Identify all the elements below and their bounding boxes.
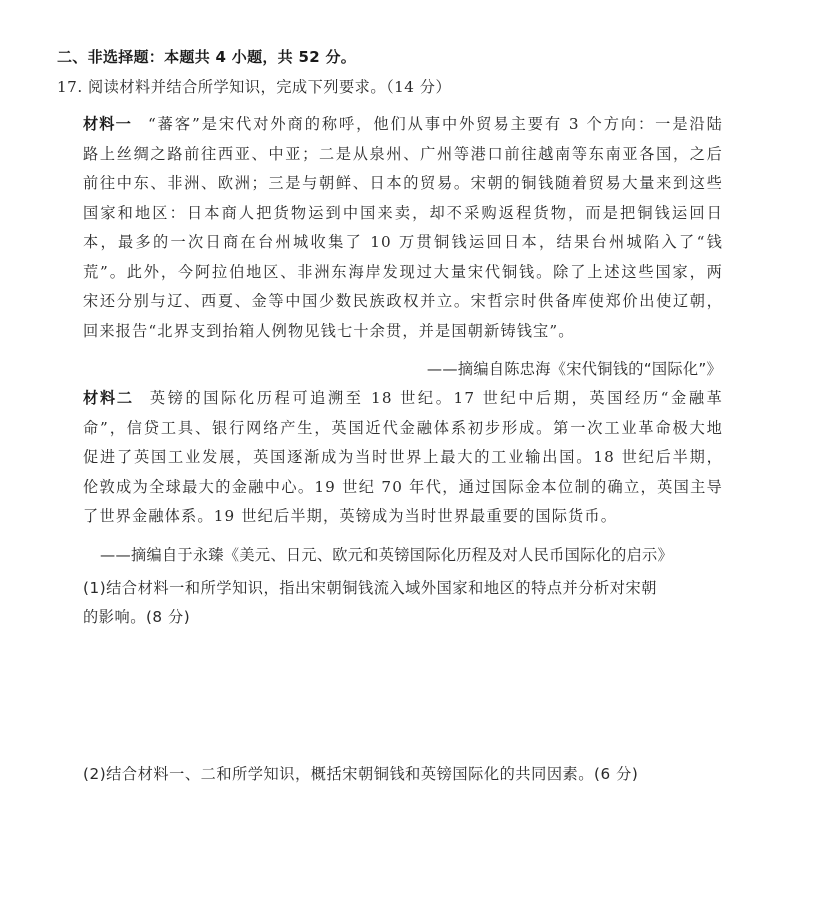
- subquestion-1-line-1: (1)结合材料一和所学知识，指出宋朝铜钱流入域外国家和地区的特点并分析对宋朝: [83, 579, 657, 597]
- material-two-line-4: 伦敦成为全球最大的金融中心。19 世纪 70 年代，通过国际金本位制的确立，英国主导: [83, 477, 723, 496]
- material-one-line-2: 路上丝绸之路前往西亚、中亚；二是从泉州、广州等港口前往越南等东南亚各国，之后: [83, 144, 723, 163]
- material-one-source: ——摘编自陈忠海《宋代铜钱的“国际化”》: [426, 360, 722, 378]
- answer-area-1[interactable]: [83, 640, 723, 750]
- question-stem: [57, 77, 451, 97]
- material-one-label: 材料一: [83, 115, 132, 133]
- subquestion-1-line-2: 的影响。(8 分): [83, 608, 191, 626]
- material-one-line-1: [83, 110, 723, 140]
- material-two-label: 材料二: [83, 389, 134, 407]
- question-number: 17.: [57, 78, 83, 96]
- material-one-line-7: 宋还分别与辽、西夏、金等中国少数民族政权并立。宋哲宗时供备库使郑价出使辽朝，: [83, 292, 723, 310]
- material-one-line-6: 荒”。此外，今阿拉伯地区、非洲东海岸发现过大量宋代铜钱。除了上述这些国家，两: [83, 262, 723, 281]
- material-two-line-3: 促进了英国工业发展，英国逐渐成为当时世界上最大的工业输出国。18 世纪后半期，: [83, 448, 723, 466]
- material-one-line-3: 前往中东、非洲、欧洲；三是与朝鲜、日本的贸易。宋朝的铜钱随着贸易大量来到这些: [83, 174, 723, 192]
- material-one-line-5: 本，最多的一次日商在台州城收集了 10 万贯铜钱运回日本，结果台州城陷入了“钱: [83, 233, 723, 251]
- material-two-line-1: [83, 384, 723, 414]
- answer-area-2[interactable]: [83, 800, 723, 910]
- subquestion-2-line-1: (2)结合材料一、二和所学知识，概括宋朝铜钱和英镑国际化的共同因素。(6 分): [83, 765, 639, 783]
- material-two-source: ——摘编自于永臻《美元、日元、欧元和英镑国际化历程及对人民币国际化的启示》: [100, 546, 674, 564]
- material-one-line-4: 国家和地区：日本商人把货物运到中国来卖，却不采购返程货物，而是把铜钱运回日: [83, 203, 723, 222]
- material-text: “蕃客”是宋代对外商的称呼，他们从事中外贸易主要有 3 个方向：一是沿陆: [147, 115, 723, 133]
- section-header: 二、非选择题：本题共 4 小题，共 52 分。: [57, 48, 357, 66]
- subquestion-2: [83, 760, 638, 789]
- question-instruction: 阅读材料并结合所学知识，完成下列要求。（14 分）: [87, 78, 452, 96]
- material-one: [83, 110, 723, 346]
- material-one-line-8: 回来报告“北界支到抬箱人例物见钱七十余贯，并是国朝新铸钱宝”。: [83, 321, 575, 340]
- material-two-line-2: 命”，信贷工具、银行网络产生，英国近代金融体系初步形成。第一次工业革命极大地: [83, 418, 723, 437]
- material-two-line-5: 了世界金融体系。19 世纪后半期，英镑成为当时世界最重要的国际货币。: [83, 507, 618, 525]
- material-text: 英镑的国际化历程可追溯至 18 世纪。17 世纪中后期，英国经历“金融革: [149, 389, 723, 407]
- subquestion-1: [83, 574, 657, 632]
- material-two: [83, 384, 723, 532]
